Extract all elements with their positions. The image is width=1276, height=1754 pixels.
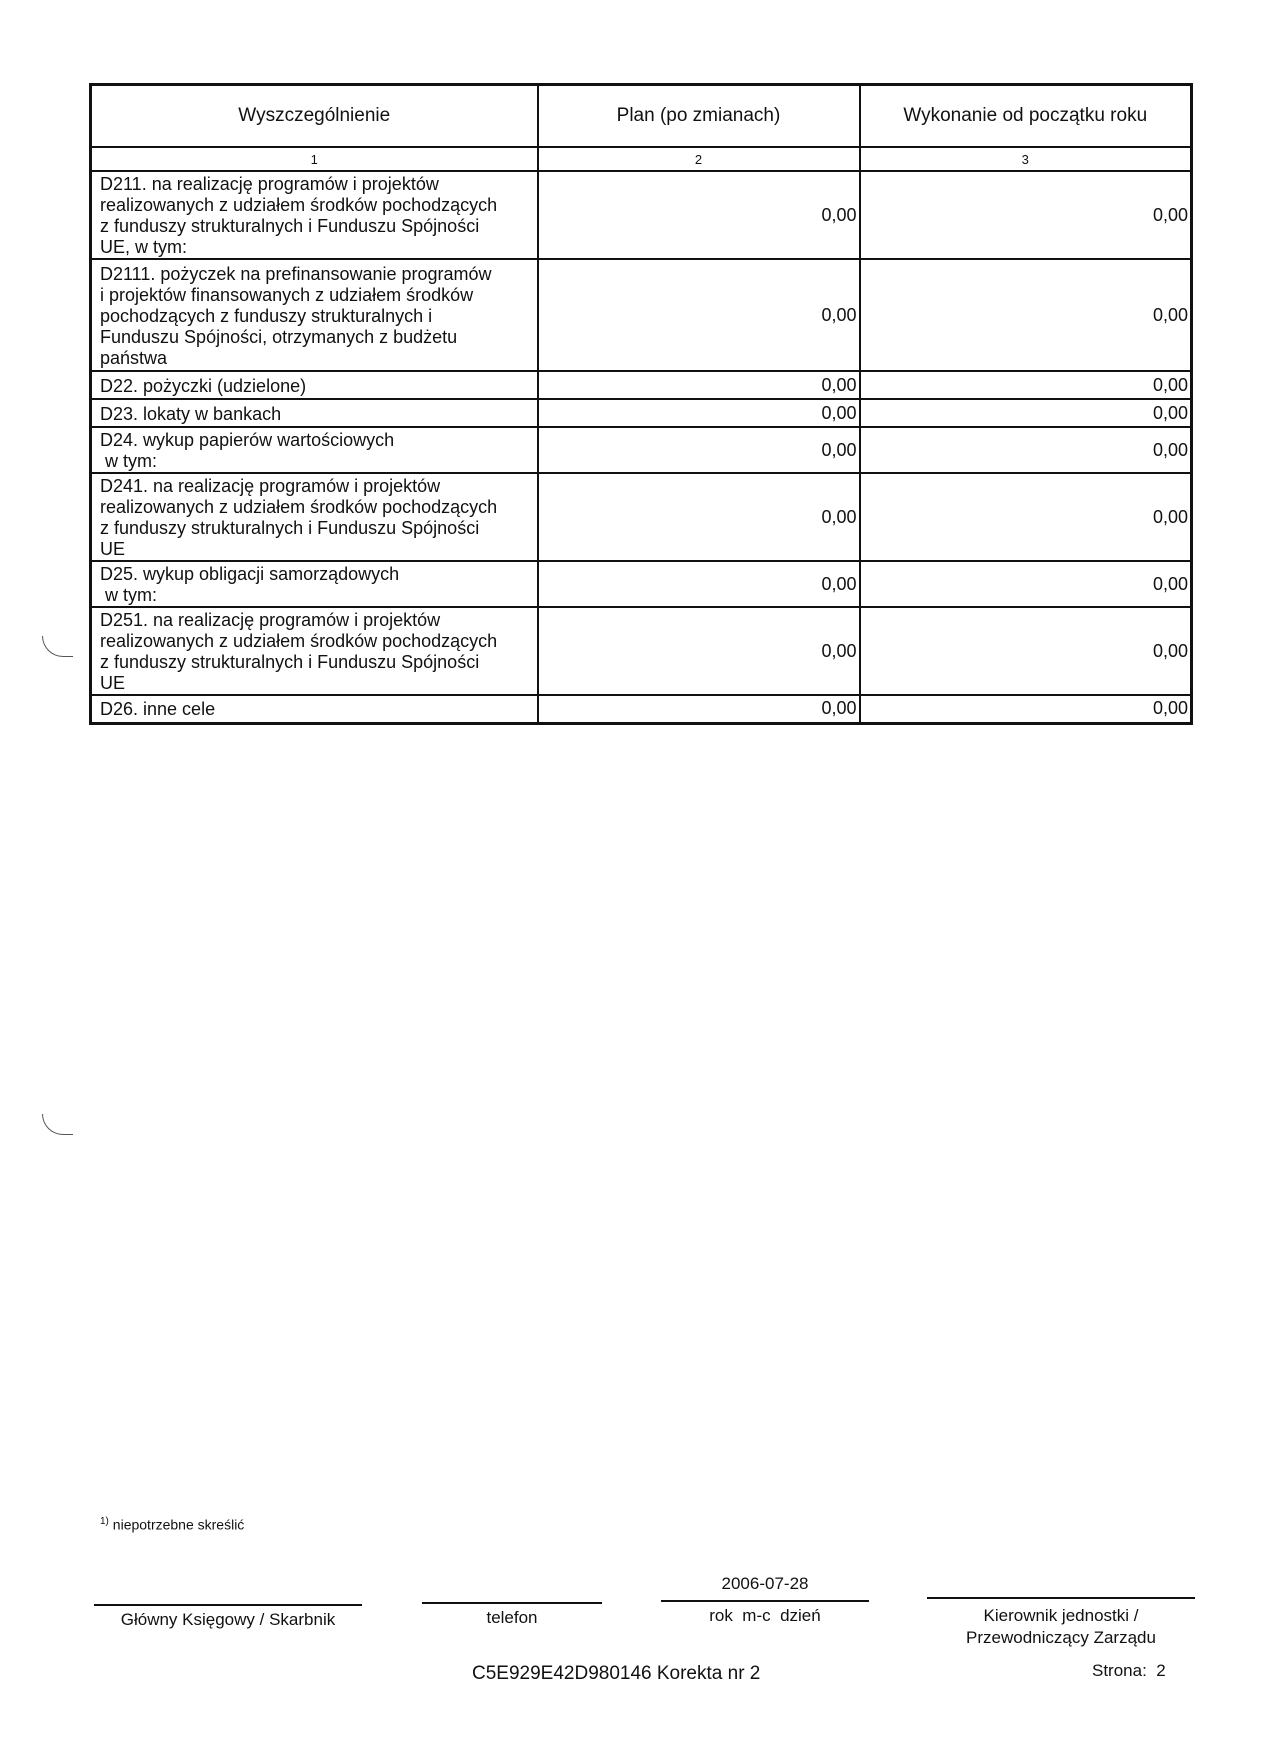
- table-body: [91, 171, 1192, 723]
- description-line: D251. na realizację programów i projektów: [100, 610, 441, 630]
- table-row: [91, 399, 1192, 427]
- chief-accountant-label: Główny Księgowy / Skarbnik: [120, 1610, 336, 1629]
- description-line: D211. na realizację programów i projektów: [100, 174, 439, 194]
- description-line: UE, w tym:: [100, 237, 188, 257]
- page-number: 2: [1156, 1661, 1166, 1680]
- footnote-text: niepotrzebne skreślić: [112, 1516, 245, 1533]
- plan-value: 0,00: [538, 171, 860, 259]
- plan-value: 0,00: [538, 473, 860, 561]
- footnote-marker: 1): [100, 1516, 109, 1527]
- row-description: [91, 259, 538, 371]
- phone-label: telefon: [486, 1608, 538, 1627]
- row-description: [91, 171, 538, 259]
- description-line: Funduszu Spójności, otrzymanych z budżetu: [100, 326, 458, 347]
- description-line: D22. pożyczki (udzielone): [100, 375, 307, 396]
- description-line: D23. lokaty w bankach: [100, 403, 282, 424]
- signature-line-phone: [422, 1602, 602, 1604]
- row-description: [91, 371, 538, 399]
- description-line: D241. na realizację programów i projektów: [100, 476, 441, 496]
- column-number: 2: [538, 147, 860, 171]
- punch-hole-mark: [42, 1114, 73, 1135]
- header-execution: Wykonanie od początku roku: [860, 85, 1192, 148]
- description-line: D26. inne cele: [100, 699, 216, 720]
- execution-value: 0,00: [860, 607, 1192, 695]
- plan-value: 0,00: [538, 371, 860, 399]
- description-line: i projektów finansowanych z udziałem środków: [100, 284, 474, 305]
- description-line: z funduszy strukturalnych i Funduszu Spójności: [100, 518, 480, 538]
- signature-line-accountant: [94, 1604, 362, 1606]
- plan-value: 0,00: [538, 695, 860, 723]
- execution-value: 0,00: [860, 561, 1192, 607]
- report-table: [89, 83, 1193, 725]
- header-description: Wyszczególnienie: [91, 85, 538, 148]
- table-row: [91, 427, 1192, 473]
- page-indicator: [1092, 1661, 1166, 1681]
- row-description: [91, 399, 538, 427]
- document-code: C5E929E42D980146 Korekta nr 2: [472, 1663, 761, 1684]
- execution-value: 0,00: [860, 371, 1192, 399]
- head-label-line2: Przewodniczący Zarządu: [966, 1628, 1156, 1647]
- description-line: z funduszy strukturalnych i Funduszu Spójności: [100, 652, 480, 672]
- description-line: D2111. pożyczek na prefinansowanie programów: [100, 263, 492, 284]
- plan-value: 0,00: [538, 399, 860, 427]
- execution-value: 0,00: [860, 399, 1192, 427]
- description-line: z funduszy strukturalnych i Funduszu Spójności: [100, 216, 480, 236]
- row-description: [91, 607, 538, 695]
- description-line: realizowanych z udziałem środków pochodzących: [100, 497, 498, 517]
- description-line: państwa: [100, 347, 168, 368]
- description-line: w tym:: [100, 451, 157, 471]
- table-row: [91, 695, 1192, 723]
- table-row: [91, 259, 1192, 371]
- execution-value: 0,00: [860, 171, 1192, 259]
- execution-value: 0,00: [860, 427, 1192, 473]
- description-line: D24. wykup papierów wartościowych: [100, 430, 395, 450]
- description-line: pochodzących z funduszy strukturalnych i: [100, 305, 433, 326]
- plan-value: 0,00: [538, 561, 860, 607]
- execution-value: 0,00: [860, 695, 1192, 723]
- table-row: [91, 371, 1192, 399]
- row-description: [91, 695, 538, 723]
- row-description: [91, 561, 538, 607]
- table-row: [91, 473, 1192, 561]
- header-row: [91, 85, 1192, 148]
- table-row: [91, 171, 1192, 259]
- plan-value: 0,00: [538, 607, 860, 695]
- description-line: realizowanych z udziałem środków pochodzących: [100, 195, 498, 215]
- signature-line-date: [661, 1600, 869, 1602]
- table-row: [91, 607, 1192, 695]
- column-number-row: [91, 147, 1192, 171]
- description-line: w tym:: [100, 585, 157, 605]
- column-number: 3: [860, 147, 1192, 171]
- description-line: UE: [100, 539, 126, 559]
- punch-hole-mark: [42, 636, 73, 657]
- footnote: [100, 1516, 244, 1533]
- row-description: [91, 473, 538, 561]
- head-label-line1: Kierownik jednostki /: [983, 1606, 1139, 1625]
- plan-value: 0,00: [538, 427, 860, 473]
- signature-line-head: [927, 1597, 1195, 1599]
- execution-value: 0,00: [860, 259, 1192, 371]
- date-value: 2006-07-28: [721, 1574, 809, 1593]
- plan-value: 0,00: [538, 259, 860, 371]
- column-number: 1: [91, 147, 538, 171]
- date-format-label: rok m-c dzień: [709, 1606, 821, 1625]
- page-label: Strona:: [1092, 1661, 1147, 1680]
- header-plan: Plan (po zmianach): [538, 85, 860, 148]
- description-line: D25. wykup obligacji samorządowych: [100, 564, 400, 584]
- table-row: [91, 561, 1192, 607]
- row-description: [91, 427, 538, 473]
- execution-value: 0,00: [860, 473, 1192, 561]
- description-line: UE: [100, 673, 126, 693]
- description-line: realizowanych z udziałem środków pochodzących: [100, 631, 498, 651]
